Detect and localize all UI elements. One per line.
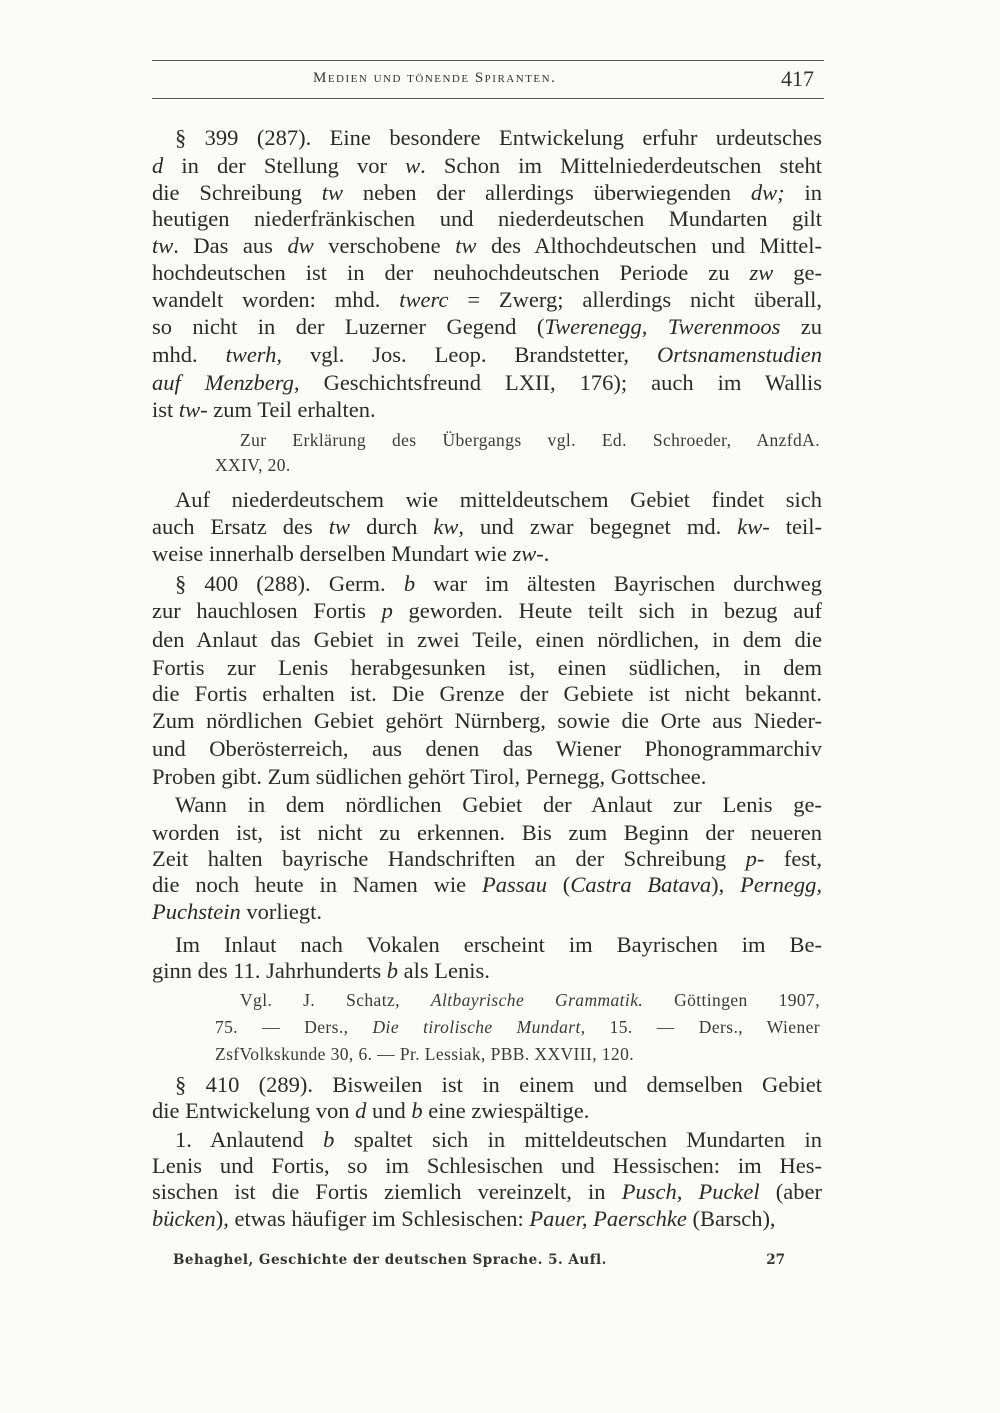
italic-run: b: [386, 958, 399, 983]
text-line: [152, 515, 822, 539]
text-line: [152, 959, 490, 983]
running-head: Medien und tönende Spiranten.: [313, 70, 557, 86]
text-line: [152, 315, 822, 339]
italic-run: Twerenegg, Twerenmoos: [544, 314, 781, 339]
text-run: des Althochdeutschen und Mittel-: [476, 233, 822, 258]
italic-run: Pernegg,: [740, 872, 822, 897]
italic-run: b: [403, 571, 416, 596]
italic-run: Pusch, Puckel: [621, 1179, 760, 1204]
italic-run: d: [355, 1098, 367, 1123]
text-run: = Zwerg; allerdings nicht überall,: [448, 287, 822, 312]
italic-run: p: [381, 598, 393, 623]
italic-run: Puchstein: [152, 899, 241, 924]
text-run: vgl. Jos. Leop. Brandstetter,: [282, 342, 657, 367]
text-run: ginn des 11. Jahrhunderts: [152, 958, 387, 983]
italic-run: Pauer, Paerschke: [529, 1206, 687, 1231]
text-run: XXIV, 20.: [215, 455, 291, 475]
italic-run: tw: [328, 514, 351, 539]
text-line: [152, 343, 822, 367]
text-run: ZsfVolkskunde 30, 6. — Pr. Lessiak, PBB. XXVIII, 120.: [215, 1044, 634, 1064]
italic-run: Die tirolische Mundart: [372, 1017, 581, 1037]
text-run: Zeit halten bayrische Handschriften an der Schreibung: [152, 846, 746, 871]
text-run: Zum nördlichen Gebiet gehört Nürnberg, sowie die Orte aus Nieder-: [152, 708, 822, 733]
text-run: verschobene: [313, 233, 456, 258]
text-run: Zur Erklärung des Übergangs vgl. Ed. Schroeder, AnzfdA.: [240, 430, 820, 450]
text-run: , 15. — Ders., Wiener: [580, 1017, 820, 1037]
text-run: Fortis zur Lenis herabgesunken ist, einen südlichen, in dem: [152, 655, 822, 680]
text-line: [175, 1128, 822, 1152]
italic-run: kw: [433, 514, 459, 539]
text-line: [175, 1073, 822, 1097]
text-line: [175, 933, 822, 957]
text-run: heutigen niederfränkischen und niederdeutschen Mundarten gilt: [152, 206, 822, 231]
text-line: [152, 1099, 589, 1123]
text-run: teil-: [769, 514, 823, 539]
italic-run: b: [411, 1098, 423, 1123]
text-line: [175, 793, 822, 817]
text-run: neben der allerdings überwiegenden: [342, 180, 751, 205]
italic-run: dw: [287, 233, 314, 258]
text-run: die Schreibung: [152, 180, 322, 205]
text-run: Wann in dem nördlichen Gebiet der Anlaut zur Lenis ge-: [175, 792, 822, 817]
text-line: [152, 261, 822, 285]
text-line: [152, 288, 822, 312]
text-run: § 399 (287). Eine besondere Entwickelung erfuhr urdeutsches: [175, 125, 822, 150]
text-run: den Anlaut das Gebiet in zwei Teile, einen nördlichen, in dem die: [152, 627, 822, 652]
text-run: die noch heute in Namen wie: [152, 872, 482, 897]
text-run: ),: [711, 872, 741, 897]
text-line: [152, 207, 822, 231]
text-run: Göttingen 1907,: [643, 990, 820, 1010]
text-run: Proben gibt. Zum südlichen gehört Tirol, Pernegg, Gottschee.: [152, 764, 707, 789]
footnote-line: [215, 1017, 820, 1037]
text-line: [152, 1180, 822, 1204]
text-line: [152, 873, 822, 897]
text-run: spaltet sich in mitteldeutschen Mundarten in: [334, 1127, 822, 1152]
text-run: 1. Anlautend: [175, 1127, 324, 1152]
text-run: zur hauchlosen Fortis: [152, 598, 382, 623]
text-line: [152, 847, 822, 871]
text-line: [152, 154, 822, 178]
printer-signature: Behaghel, Geschichte der deutschen Sprache. 5. Aufl.: [173, 1252, 607, 1268]
text-line: [152, 398, 376, 422]
text-run: worden ist, ist nicht zu erkennen. Bis zum Beginn der neueren: [152, 820, 822, 845]
text-run: mhd.: [152, 342, 226, 367]
text-line: [152, 1207, 776, 1231]
text-run: war im ältesten Bayrischen durchweg: [415, 571, 822, 596]
text-run: § 410 (289). Bisweilen ist in einem und demselben Gebiet: [175, 1072, 822, 1097]
footer: [173, 1252, 785, 1268]
text-run: wandelt worden: mhd.: [152, 287, 400, 312]
text-line: [152, 181, 822, 205]
italic-run: twerh,: [225, 342, 283, 367]
text-run: so nicht in der Luzerner Gegend (: [152, 314, 545, 339]
text-run: Geschichtsfreund LXII, 176); auch im Wallis: [299, 370, 822, 395]
italic-run: auf Menzberg,: [152, 370, 300, 395]
text-run: ), etwas häufiger im Schlesischen:: [215, 1206, 530, 1231]
footnote-line: [240, 990, 820, 1010]
text-line: [152, 656, 822, 680]
italic-run: tw-: [178, 397, 208, 422]
italic-run: Altbayrische Grammatik.: [430, 990, 644, 1010]
text-run: 75. — Ders.,: [215, 1017, 373, 1037]
italic-run: bücken: [152, 1206, 216, 1231]
italic-run: tw: [455, 233, 477, 258]
text-run: die Entwickelung von: [152, 1098, 356, 1123]
text-run: .: [543, 541, 550, 566]
text-run: vorliegt.: [240, 899, 322, 924]
text-run: . Schon im Mittelniederdeutschen steht: [420, 153, 822, 178]
text-run: Vgl. J. Schatz,: [240, 990, 431, 1010]
text-line: [152, 371, 822, 395]
text-run: zum Teil erhalten.: [207, 397, 376, 422]
text-line: [152, 821, 822, 845]
text-line: [152, 765, 706, 789]
text-line: [152, 900, 322, 924]
text-run: ist: [152, 397, 179, 422]
text-run: (: [546, 872, 571, 897]
text-run: sischen ist die Fortis ziemlich vereinzelt, in: [152, 1179, 622, 1204]
text-run: (Barsch),: [686, 1206, 776, 1231]
text-run: (aber: [759, 1179, 822, 1204]
text-line: [152, 542, 549, 566]
text-run: zu: [780, 314, 822, 339]
text-line: [152, 709, 822, 733]
footnote-line: [215, 1044, 634, 1064]
italic-run: zw-: [512, 541, 544, 566]
italic-run: p-: [745, 846, 765, 871]
text-run: eine zwiespältige.: [422, 1098, 590, 1123]
text-run: und: [366, 1098, 412, 1123]
text-run: Im Inlaut nach Vokalen erscheint im Bayrischen im Be-: [175, 932, 822, 957]
text-run: auch Ersatz des: [152, 514, 329, 539]
text-run: § 400 (288). Germ.: [175, 571, 404, 596]
text-run: weise innerhalb derselben Mundart wie: [152, 541, 513, 566]
text-line: [175, 488, 822, 512]
italic-run: twerc: [399, 287, 449, 312]
text-line: [152, 628, 822, 652]
text-line: [152, 599, 822, 623]
italic-run: Castra Batava: [570, 872, 712, 897]
italic-run: kw-: [737, 514, 770, 539]
text-run: , und zwar begegnet md.: [458, 514, 738, 539]
text-run: geworden. Heute teilt sich in bezug auf: [392, 598, 822, 623]
italic-run: dw;: [750, 180, 785, 205]
text-line: [175, 572, 822, 596]
text-run: . Das aus: [173, 233, 288, 258]
text-run: ge-: [773, 260, 822, 285]
text-run: in: [784, 180, 822, 205]
page-number: 417: [781, 66, 814, 91]
text-run: in der Stellung vor: [163, 153, 406, 178]
text-run: und Oberösterreich, aus denen das Wiener Phonogrammarchiv: [152, 736, 822, 761]
text-run: die Fortis erhalten ist. Die Grenze der Gebiete ist nicht bekannt.: [152, 681, 822, 706]
top-rule: [152, 60, 824, 61]
text-run: hochdeutschen ist in der neuhochdeutschen Periode zu: [152, 260, 750, 285]
text-run: durch: [350, 514, 434, 539]
italic-run: d: [152, 153, 164, 178]
text-line: [152, 737, 822, 761]
italic-run: Passau: [481, 872, 547, 897]
text-run: fest,: [764, 846, 822, 871]
text-line: [152, 1154, 822, 1178]
italic-run: tw: [321, 180, 343, 205]
italic-run: w: [405, 153, 421, 178]
footnote-line: [215, 455, 291, 475]
sheet-number: 27: [766, 1252, 785, 1268]
italic-run: Ortsnamenstudien: [657, 342, 822, 367]
italic-run: b: [323, 1127, 335, 1152]
text-line: [152, 234, 822, 258]
header-rule: [152, 98, 824, 99]
text-run: Auf niederdeutschem wie mitteldeutschem Gebiet findet sich: [175, 487, 822, 512]
italic-run: tw: [152, 233, 174, 258]
text-run: Lenis und Fortis, so im Schlesischen und Hessischen: im Hes-: [152, 1153, 822, 1178]
footnote-line: [240, 430, 820, 450]
text-run: als Lenis.: [398, 958, 490, 983]
text-line: [175, 126, 822, 150]
italic-run: zw: [749, 260, 774, 285]
text-line: [152, 682, 822, 706]
